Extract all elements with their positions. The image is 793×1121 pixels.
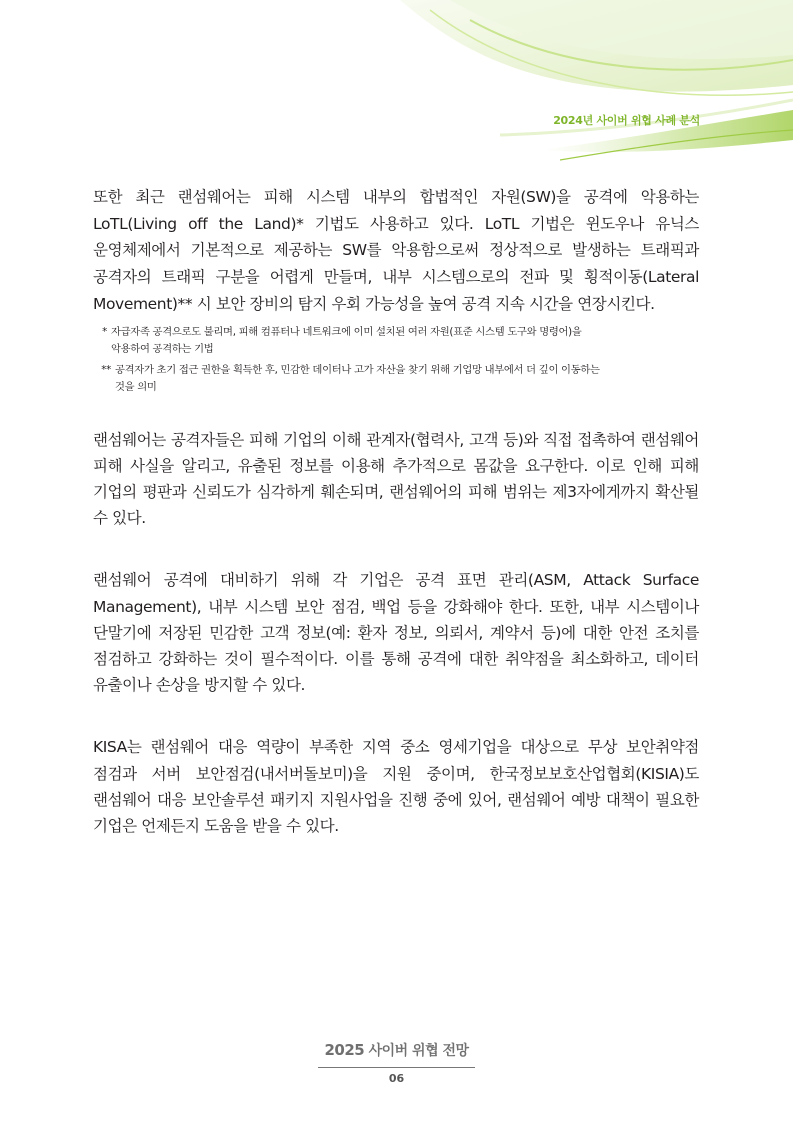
footnote-2 [93, 362, 699, 397]
paragraph-stakeholders: 랜섬웨어는 공격자들은 피해 기업의 이해 관계자(협력사, 고객 등)와 직접 접촉하여 랜섬웨어 피해 사실을 알리고, 유출된 정보를 이용해 추가적으로 몸값을 요구한다. 이로 인해 피해 기업의 평판과 신뢰도가 심각하게 훼손되며, 랜섬웨어의 피해 범위는 제3자에게까지 확산될 수 있다. [93, 430, 699, 528]
footer-logo [0, 1040, 793, 1060]
header-decoration-swoosh [0, 0, 793, 170]
footnote-marker: ** [101, 363, 111, 376]
header-title: 2024년 사이버 위협 사례 분석 [553, 114, 700, 127]
footnote-text-cont: 것을 의미 [115, 381, 157, 394]
main-content [93, 184, 699, 839]
footer-logo-text: 사이버 위협 전망 [368, 1043, 469, 1059]
footnote-1 [93, 324, 699, 359]
paragraph-lotl: 또한 최근 랜섬웨어는 피해 시스템 내부의 합법적인 자원(SW)을 공격에 악용하는 LoTL(Living off the Land)* 기법도 사용하고 있다. LoTL 기법은 윈도우나 유닉스 운영체제에서 기본적으로 제공하는 SW를 악용함으로써 정상적으로 발생하는 트래픽과 공격자의 트래픽 구분을 어렵게 만들며, 내부 시스템으로의 전파 및 횡적이동(Lateral Movement)** 시 보안 장비의 탐지 우회 가능성을 높여 공격 지속 시간을 연장시킨다. [93, 188, 699, 313]
footer-divider [318, 1067, 475, 1068]
footer-logo-year: 2025 [324, 1041, 365, 1059]
page-number: 06 [388, 1072, 405, 1085]
footnote-text-cont: 악용하여 공격하는 기법 [111, 343, 214, 356]
footnote-text: 공격자가 초기 접근 권한을 획득한 후, 민감한 데이터나 고가 자산을 찾기 위해 기업망 내부에서 더 깊이 이동하는 [115, 363, 600, 376]
footnote-marker: * [102, 325, 107, 338]
paragraph-kisa: KISA는 랜섬웨어 대응 역량이 부족한 지역 중소 영세기업을 대상으로 무상 보안취약점 점검과 서버 보안점검(내서버돌보미)을 지원 중이며, 한국정보보호산업협회(KISIA)도 랜섬웨어 대응 보안솔루션 패키지 지원사업을 진행 중에 있어, 랜섬웨어 예방 대책이 필요한 기업은 언제든지 도움을 받을 수 있다. [93, 738, 699, 835]
paragraph-defense: 랜섬웨어 공격에 대비하기 위해 각 기업은 공격 표면 관리(ASM, Attack Surface Management), 내부 시스템 보안 점검, 백업 등을 강화해야 한다. 또한, 내부 시스템이나 단말기에 저장된 민감한 고객 정보(예: 환자 정보, 의뢰서, 계약서 등)에 대한 안전 조치를 점검하고 강화하는 것이 필수적이다. 이를 통해 공격에 대한 취약점을 최소화하고, 데이터 유출이나 손상을 방지할 수 있다. [93, 571, 699, 695]
footnote-text: 자급자족 공격으로도 불리며, 피해 컴퓨터나 네트워크에 이미 설치된 여러 자원(표준 시스템 도구와 명령어)을 [111, 325, 582, 338]
